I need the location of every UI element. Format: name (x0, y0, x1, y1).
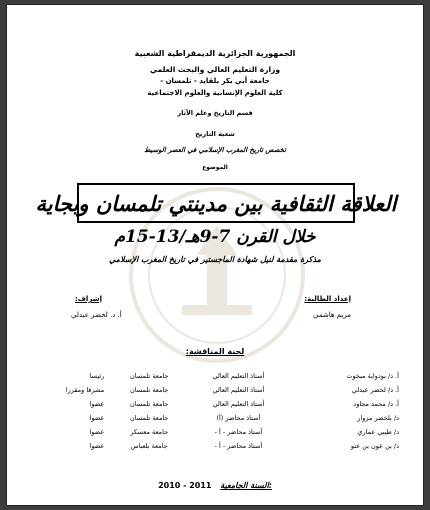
supervisor-label: إشراف: (75, 295, 102, 303)
table-row (35, 397, 401, 411)
member-institution: جامعة معسكر (130, 428, 169, 436)
member-rank: أستاذ التعليم العالي (212, 372, 265, 380)
table-row (35, 425, 401, 439)
department-line: قسم التاريخ وعلم الآثار (177, 109, 253, 117)
member-role: مشرفا ومقررا (65, 386, 105, 394)
member-rank: أستاذ التعليم العالي (212, 400, 265, 408)
member-name: أ. د/ بودواية مبخوت (346, 372, 399, 380)
member-rank: أستاذ محاضر - أ - (214, 428, 263, 436)
member-role: عضوا (89, 414, 105, 422)
member-name: د/ طيبي عماري (357, 428, 399, 436)
member-role: رئيسا (89, 372, 105, 380)
table-row (35, 439, 401, 453)
table-row (35, 411, 401, 425)
member-name: د/ بلخضر مزوار (357, 414, 399, 422)
faculty-line: كلية العلوم الإنسانية والعلوم الاجتماعية (147, 89, 283, 97)
academic-year (7, 481, 423, 490)
member-institution: جامعة تلمسان (129, 372, 169, 380)
member-institution: جامعة بلعباس (130, 442, 168, 450)
member-role: عضوا (89, 442, 105, 450)
member-rank: أستاذ محاضر - أ - (214, 442, 263, 450)
member-name: أ. د/ محمد مجاود (353, 400, 399, 408)
member-rank: أستاذ محاضر (أ) (216, 414, 261, 422)
thesis-subtitle: خلال القرن 7-9هـ/13-15م (114, 227, 316, 247)
member-institution: جامعة تلمسان (129, 386, 169, 394)
committee-table (35, 369, 401, 453)
student-name: مريم هاشمي (312, 311, 351, 319)
subject-label: الموضوع (202, 164, 228, 171)
document-page (6, 4, 424, 506)
member-name: أ. د/ لخضر عبدلي (351, 386, 399, 394)
student-label: إعداد الطالبة: (304, 295, 351, 303)
supervisor-name: أ. د. لخضر عبدلي (71, 311, 122, 319)
academic-year-label: السنة الجامعية: (220, 481, 272, 490)
member-institution: جامعة تلمسان (129, 414, 169, 422)
table-row (35, 369, 401, 383)
member-role: عضوا (89, 400, 105, 408)
committee-title: لجنة المناقشة: (185, 347, 245, 356)
member-rank: أستاذ التعليم العالي (212, 386, 265, 394)
member-role: عضوا (89, 428, 105, 436)
academic-year-value: 2010 - 2011 (158, 481, 212, 490)
memo-line: مذكرة مقدمة لنيل شهادة الماجستير في تاريخ المغرب الإسلامي (109, 255, 321, 264)
thesis-title: العلاقة الثقافية بين مدينتي تلمسان وبجاية (35, 190, 397, 216)
member-name: د/ بن عون بن عتو (350, 442, 399, 450)
title-box (35, 183, 397, 223)
specialty-line: تخصص تاريخ المغرب الإسلامي في العصر الوسيط (144, 146, 286, 154)
republic-line: الجمهورية الجزائرية الديمقراطية الشعبية (134, 49, 296, 58)
university-line: جامعة أبي بكر بلقايد - تلمسان - (160, 77, 270, 85)
table-row (35, 383, 401, 397)
member-institution: جامعة تلمسان (129, 400, 169, 408)
branch-line: شعبة التاريخ (195, 130, 235, 138)
ministry-line: وزارة التعليم العالي والبحث العلمي (149, 65, 281, 74)
